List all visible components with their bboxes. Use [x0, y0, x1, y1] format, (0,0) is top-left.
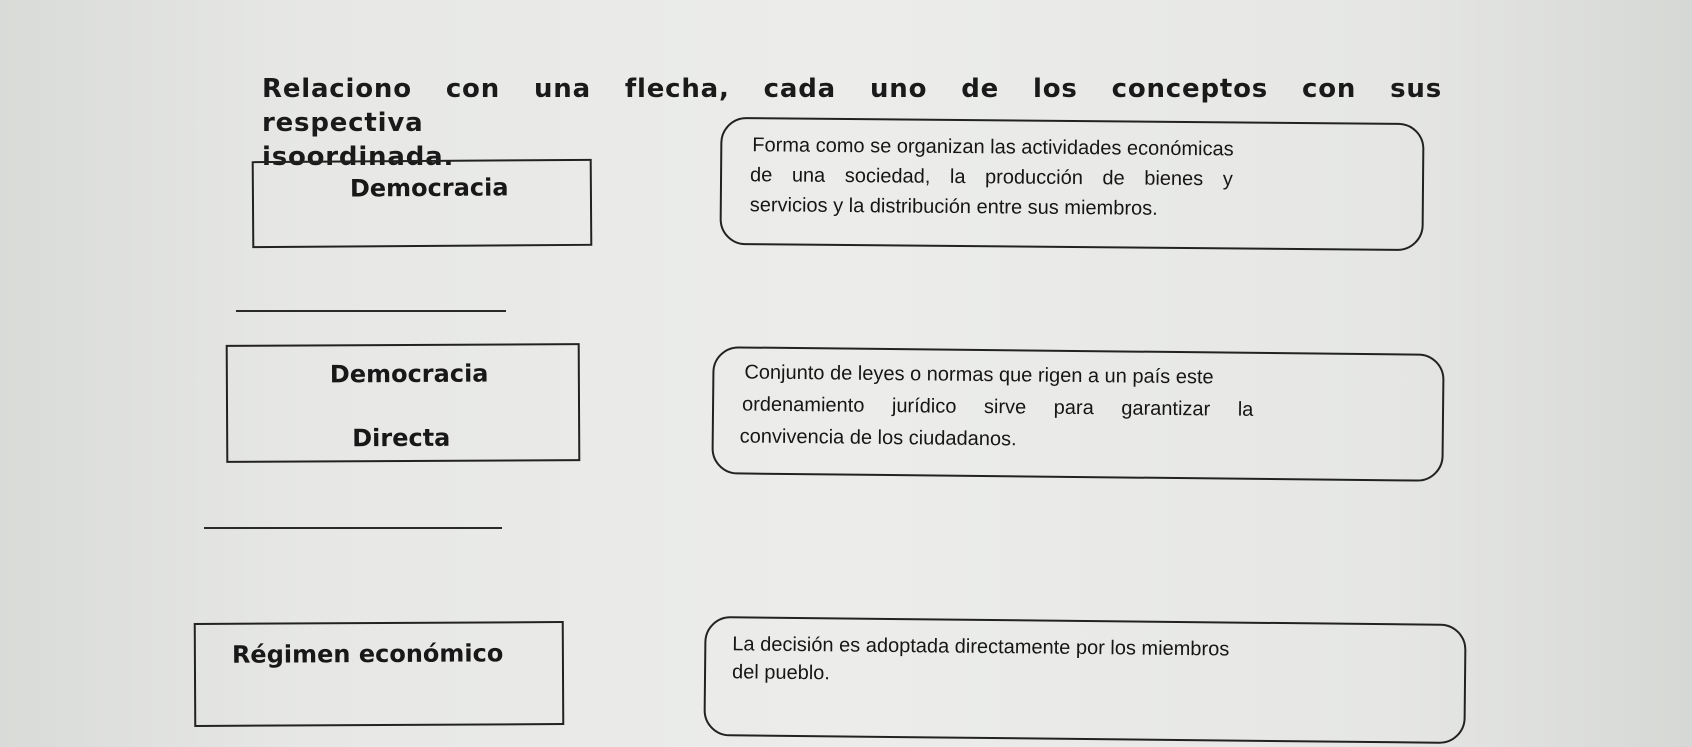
- definition-line-3: servicios y la distribución entre sus miembros.: [749, 194, 1158, 220]
- definition-line-1: Forma como se organizan las actividades económicas: [752, 134, 1234, 161]
- concept-label: Democracia: [349, 173, 509, 203]
- concept-label-line-2: Directa: [352, 423, 451, 453]
- concept-box-regimen-economico[interactable]: [194, 621, 565, 727]
- answer-blank-1[interactable]: [236, 310, 506, 312]
- instruction-line-1: Relaciono con una flecha, cada uno de los conceptos con sus respectiva: [262, 74, 1442, 138]
- concept-box-democracia[interactable]: [252, 159, 593, 248]
- instruction-line-2: isoordinada.: [262, 142, 455, 172]
- definition-line-3: convivencia de los ciudadanos.: [739, 425, 1017, 451]
- concept-box-democracia-directa[interactable]: [226, 343, 581, 463]
- answer-blank-2[interactable]: [204, 527, 502, 529]
- definition-line-2: ordenamiento jurídico sirve para garantizar la: [741, 393, 1254, 421]
- definition-box-regimen-economico[interactable]: [719, 117, 1424, 251]
- concept-label-line-1: Democracia: [329, 359, 489, 389]
- definition-box-democracia[interactable]: [711, 346, 1444, 482]
- definition-line-2: del pueblo.: [731, 661, 831, 685]
- definition-line-2: de una sociedad, la producción de bienes y: [749, 164, 1233, 191]
- definition-box-democracia-directa[interactable]: [703, 616, 1466, 744]
- concept-label: Régimen económico: [231, 639, 504, 669]
- definition-line-1: Conjunto de leyes o normas que rigen a un país este: [744, 361, 1214, 389]
- definition-line-1: La decisión es adoptada directamente por los miembros: [732, 633, 1230, 661]
